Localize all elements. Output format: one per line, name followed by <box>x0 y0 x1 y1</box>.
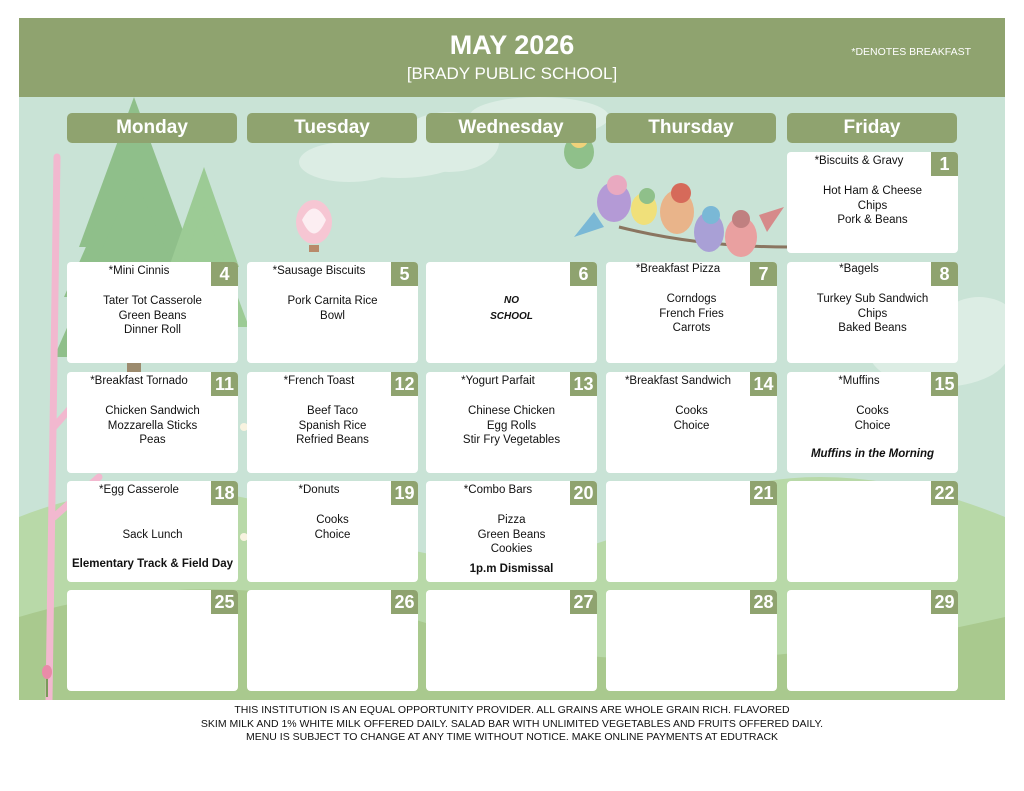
day-cell-28 <box>606 590 777 691</box>
lunch-item <box>67 513 238 528</box>
day-cell-8 <box>787 262 958 363</box>
day-number: 5 <box>391 262 418 286</box>
day-cell-26 <box>247 590 418 691</box>
breakfast-item: *Bagels <box>839 263 879 275</box>
lunch-item: Pizza <box>497 514 526 526</box>
breakfast-item: *Sausage Biscuits <box>272 265 366 277</box>
day-cell-1 <box>787 152 958 253</box>
day-number: 12 <box>391 372 418 396</box>
day-special-note: 1p.m Dismissal <box>469 563 554 575</box>
weekday-header-wednesday: Wednesday <box>426 113 596 143</box>
lunch-item: Cooks <box>316 514 349 526</box>
lunch-items <box>787 404 958 433</box>
day-cell-25 <box>67 590 238 691</box>
breakfast-legend-note: *DENOTES BREAKFAST <box>851 46 971 58</box>
lunch-items <box>247 404 418 448</box>
lunch-item: Baked Beans <box>838 322 907 334</box>
lunch-items <box>426 513 597 557</box>
school-name: [BRADY PUBLIC SCHOOL] <box>406 64 618 83</box>
day-number: 13 <box>570 372 597 396</box>
day-number: 26 <box>391 590 418 614</box>
lunch-item: Cookies <box>490 543 533 555</box>
lunch-item: Mozzarella Sticks <box>107 419 198 432</box>
lunch-item: Sack Lunch <box>122 528 183 541</box>
day-number: 8 <box>931 262 958 286</box>
lunch-item: Corndogs <box>666 293 717 305</box>
breakfast-item: *Egg Casserole <box>99 484 179 496</box>
lunch-item: Chicken Sandwich <box>105 405 200 417</box>
lunch-item: French Fries <box>659 307 724 320</box>
lunch-items <box>426 404 597 448</box>
day-special-note: Muffins in the Morning <box>810 448 935 460</box>
lunch-item: Egg Rolls <box>486 419 537 432</box>
lunch-item: Green Beans <box>118 309 187 322</box>
day-cell-27 <box>426 590 597 691</box>
day-cell-13 <box>426 372 597 473</box>
day-number: 4 <box>211 262 238 286</box>
day-number: 22 <box>931 481 958 505</box>
lunch-item: Refried Beans <box>296 434 369 446</box>
day-cell-14 <box>606 372 777 473</box>
lunch-items <box>67 404 238 448</box>
breakfast-item: *Breakfast Pizza <box>635 263 721 275</box>
footer-line: THIS INSTITUTION IS AN EQUAL OPPORTUNITY PROVIDER. ALL GRAINS ARE WHOLE GRAIN RICH. FLAVORED <box>234 704 790 716</box>
no-school-text: NO <box>504 295 519 306</box>
lunch-items <box>247 294 418 323</box>
day-cell-7 <box>606 262 777 363</box>
breakfast-item: *Mini Cinnis <box>108 265 170 277</box>
weekday-header-tuesday: Tuesday <box>247 113 417 143</box>
lunch-items <box>606 404 777 433</box>
breakfast-item: *Biscuits & Gravy <box>814 155 904 167</box>
day-number: 20 <box>570 481 597 505</box>
breakfast-item: *Muffins <box>838 375 880 387</box>
hot-air-balloon-icon <box>296 200 332 252</box>
calendar-header <box>19 18 1005 97</box>
day-number: 14 <box>750 372 777 396</box>
lunch-item: Choice <box>673 419 710 432</box>
day-cell-5 <box>247 262 418 363</box>
day-cell-19 <box>247 481 418 582</box>
lunch-item: Pork & Beans <box>837 214 908 226</box>
day-number: 29 <box>931 590 958 614</box>
lunch-items <box>787 292 958 336</box>
breakfast-item: *French Toast <box>283 375 355 387</box>
lunch-item: Cooks <box>675 405 708 417</box>
day-cell-11 <box>67 372 238 473</box>
breakfast-item: *Donuts <box>298 484 340 496</box>
weekday-header-monday: Monday <box>67 113 237 143</box>
lunch-item: Stir Fry Vegetables <box>462 434 561 446</box>
breakfast-item: *Breakfast Sandwich <box>624 375 732 387</box>
day-number: 21 <box>750 481 777 505</box>
day-cell-22 <box>787 481 958 582</box>
lunch-item: Choice <box>854 419 891 432</box>
lunch-item: Cooks <box>856 405 889 417</box>
no-school-note <box>426 293 597 325</box>
day-number: 11 <box>211 372 238 396</box>
lunch-items <box>606 292 777 336</box>
lunch-item: Green Beans <box>477 528 546 541</box>
lunch-item: Peas <box>139 434 166 446</box>
footer-disclaimer <box>0 704 1024 745</box>
day-cell-12 <box>247 372 418 473</box>
breakfast-item: *Breakfast Tornado <box>90 375 188 387</box>
day-number: 19 <box>391 481 418 505</box>
lunch-item: Chips <box>857 307 888 320</box>
lunch-item: Chinese Chicken <box>468 405 555 417</box>
breakfast-item: *Yogurt Parfait <box>461 375 535 387</box>
lunch-item: Chips <box>857 199 888 212</box>
day-cell-6 <box>426 262 597 363</box>
day-number: 28 <box>750 590 777 614</box>
lunch-item: Carrots <box>672 322 711 334</box>
footer-line: SKIM MILK AND 1% WHITE MILK OFFERED DAILY. SALAD BAR WITH UNLIMITED VEGETABLES AND FRUITS OFFERED DAILY. <box>200 717 824 730</box>
lunch-items <box>247 513 418 542</box>
day-number: 6 <box>570 262 597 286</box>
breakfast-item: *Combo Bars <box>463 484 533 496</box>
day-number: 27 <box>570 590 597 614</box>
month-title: MAY 2026 <box>449 30 575 60</box>
lunch-item: Pork Carnita Rice <box>287 295 378 307</box>
day-number: 15 <box>931 372 958 396</box>
lunch-item: Turkey Sub Sandwich <box>816 293 929 305</box>
lunch-item: Bowl <box>320 309 345 322</box>
day-cell-20 <box>426 481 597 582</box>
lunch-item: Spanish Rice <box>298 419 367 432</box>
lunch-item: Beef Taco <box>307 405 358 417</box>
day-special-note: Elementary Track & Field Day <box>71 558 234 570</box>
lunch-item: Hot Ham & Cheese <box>822 185 923 197</box>
day-cell-21 <box>606 481 777 582</box>
day-number: 25 <box>211 590 238 614</box>
weekday-header-friday: Friday <box>787 113 957 143</box>
footer-line: MENU IS SUBJECT TO CHANGE AT ANY TIME WITHOUT NOTICE. MAKE ONLINE PAYMENTS AT EDUTRACK <box>245 731 779 743</box>
day-cell-29 <box>787 590 958 691</box>
day-cell-4 <box>67 262 238 363</box>
day-number: 7 <box>750 262 777 286</box>
day-number: 18 <box>211 481 238 505</box>
day-cell-18 <box>67 481 238 582</box>
lunch-item: Tater Tot Casserole <box>103 295 202 307</box>
no-school-text: SCHOOL <box>490 311 533 322</box>
lunch-items <box>67 294 238 338</box>
day-number: 1 <box>931 152 958 176</box>
day-cell-15 <box>787 372 958 473</box>
lunch-item: Choice <box>314 528 351 541</box>
lunch-items <box>787 184 958 228</box>
lunch-items <box>67 513 238 542</box>
lunch-item: Dinner Roll <box>124 324 181 336</box>
weekday-header-thursday: Thursday <box>606 113 776 143</box>
